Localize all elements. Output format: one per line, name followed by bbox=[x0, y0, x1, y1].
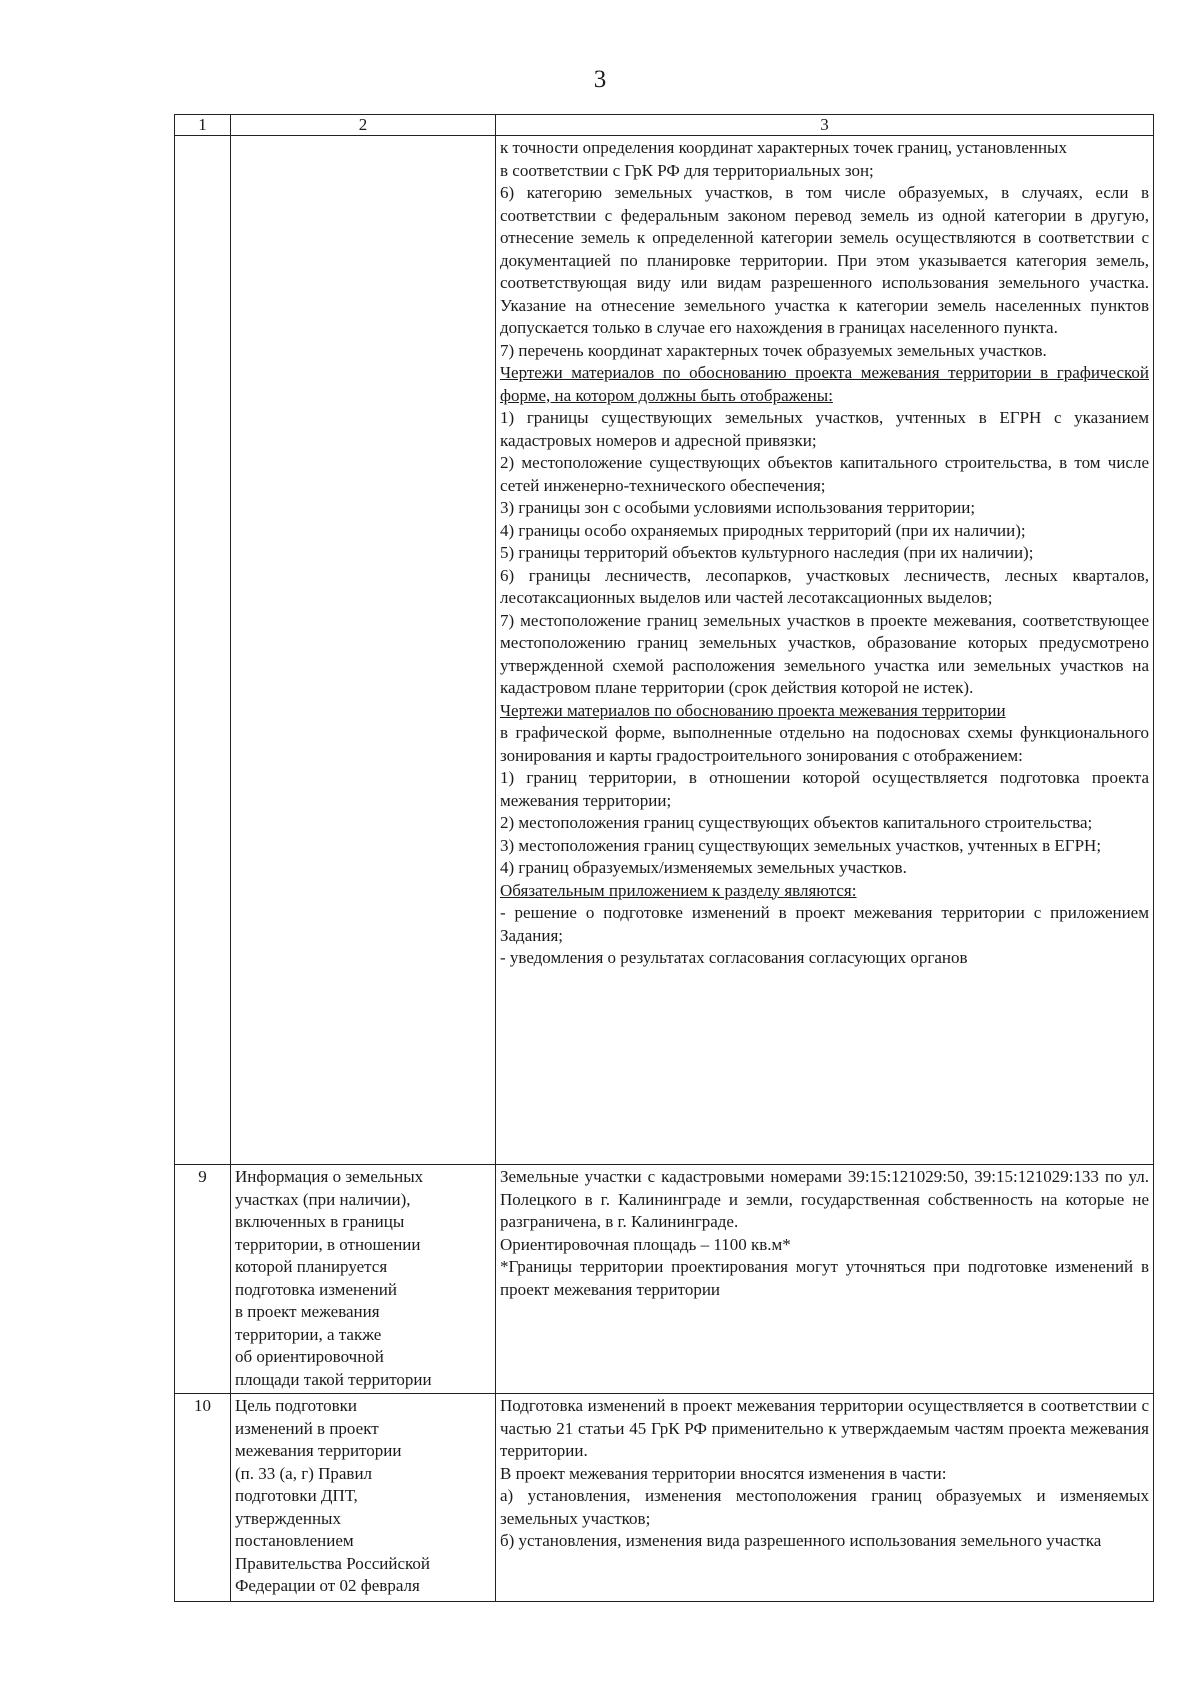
row-number-cell: 10 bbox=[175, 1394, 231, 1602]
text-line: в соответствии с ГрК РФ для территориальных зон; bbox=[500, 160, 874, 180]
text-line: участках (при наличии), bbox=[235, 1189, 411, 1209]
table-row-10 bbox=[175, 1394, 1154, 1602]
text-line: Чертежи материалов по обоснованию проекта межевания территории в графической форме, на котором должны быть отображены: bbox=[500, 363, 1149, 405]
text-line: - уведомления о результатах согласования согласующих органов bbox=[500, 948, 968, 967]
text-line: 2) местоположение существующих объектов капитального строительства, в том числе сетей инженерно-технического обеспечения; bbox=[500, 453, 1149, 495]
text-line: 1) границы существующих земельных участков, учтенных в ЕГРН с указанием кадастровых номеров и адресной привязки; bbox=[500, 408, 1149, 450]
text-line: межевания территории bbox=[235, 1441, 402, 1460]
text-line: к точности определения координат характерных точек границ, установленных bbox=[500, 138, 1067, 157]
row-number-cell: 9 bbox=[175, 1165, 231, 1394]
text-line: Земельные участки с кадастровыми номерами 39:15:121029:50, 39:15:121029:133 по ул. Полецкого в г. Калининграде и земли, государственная собственность на которые не разграничена, в г. Калининграде. bbox=[500, 1167, 1149, 1231]
row-content-cell bbox=[496, 1165, 1154, 1394]
column-header-1: 1 bbox=[175, 115, 231, 136]
text-line: - решение о подготовке изменений в проект межевания территории с приложением Задания; bbox=[500, 903, 1149, 945]
row-content-cell bbox=[496, 1394, 1154, 1602]
text-line: Чертежи материалов по обоснованию проекта межевания территории bbox=[500, 700, 1006, 720]
column-header-3: 3 bbox=[496, 115, 1154, 136]
text-line: (п. 33 (а, г) Правил bbox=[235, 1463, 373, 1483]
text-line: в проект межевания bbox=[235, 1302, 380, 1321]
page-number: 3 bbox=[593, 66, 607, 93]
text-line: 4) границы особо охраняемых природных территорий (при их наличии); bbox=[500, 520, 1026, 540]
text-line: 3) границы зон с особыми условиями использования территории; bbox=[500, 498, 976, 517]
text-line: Обязательным приложением к разделу являются: bbox=[500, 880, 857, 900]
text-line: В проект межевания территории вносятся изменения в части: bbox=[500, 1463, 947, 1483]
text-line: Правительства Российской bbox=[235, 1553, 431, 1573]
table-header-row bbox=[175, 115, 1154, 136]
text-line: 5) границы территорий объектов культурного наследия (при их наличии); bbox=[500, 543, 1034, 562]
text-line: 2) местоположения границ существующих объектов капитального строительства; bbox=[500, 813, 1093, 832]
text-line: площади такой территории bbox=[235, 1369, 432, 1389]
text-line: 4) границ образуемых/изменяемых земельных участков. bbox=[500, 858, 907, 877]
text-line: 3) местоположения границ существующих земельных участков, учтенных в ЕГРН; bbox=[500, 835, 1102, 855]
text-line: включенных в границы bbox=[235, 1212, 405, 1231]
row-description-cell bbox=[231, 1165, 496, 1394]
text-line: постановлением bbox=[235, 1531, 354, 1550]
text-line: в графической форме, выполненные отдельно на подосновах схемы функционального зонирования и карты градостроительного зонирования с отображением: bbox=[500, 723, 1149, 765]
requirements-table bbox=[174, 114, 1154, 1602]
row-content-cell bbox=[496, 136, 1154, 1165]
table-row-9 bbox=[175, 1165, 1154, 1394]
row-description-cell bbox=[231, 1394, 496, 1602]
column-header-2: 2 bbox=[231, 115, 496, 136]
text-line: 6) границы лесничеств, лесопарков, участковых лесничеств, лесных кварталов, лесотаксационных выделов или частей лесотаксационных выделов; bbox=[500, 565, 1149, 607]
text-line: 1) границ территории, в отношении которой осуществляется подготовка проекта межевания территории; bbox=[500, 768, 1149, 810]
text-line: 6) категорию земельных участков, в том числе образуемых, в случаях, если в соответствии с федеральным законом перевод земель из одной категории в другую, отнесение земель к определенной категории земель осуществляются в соответствии с документацией по планировке территории. При этом указывается категория земель, соответствующая виду или видам разрешенного использования земельного участка. Указание на отнесение земельного участка к категории земель населенных пунктов допускается только в случае его нахождения в границах населенного пункта. bbox=[500, 183, 1149, 337]
text-line: а) установления, изменения местоположения границ образуемых и изменяемых земельных участков; bbox=[500, 1486, 1149, 1528]
text-line: 7) перечень координат характерных точек образуемых земельных участков. bbox=[500, 340, 1047, 360]
text-line: подготовки ДПТ, bbox=[235, 1486, 358, 1505]
text-line: б) установления, изменения вида разрешенного использования земельного участка bbox=[500, 1531, 1102, 1550]
text-line: подготовка изменений bbox=[235, 1279, 397, 1299]
table-row-continuation bbox=[175, 136, 1154, 1165]
text-line: Информация о земельных bbox=[235, 1167, 424, 1186]
text-line: территории, а также bbox=[235, 1324, 382, 1344]
text-line: которой планируется bbox=[235, 1257, 388, 1276]
text-line: изменений в проект bbox=[235, 1418, 379, 1438]
text-line: Подготовка изменений в проект межевания территории осуществляется в соответствии с частью 21 статьи 45 ГрК РФ применительно к утверждаемым частям проекта межевания территории. bbox=[500, 1396, 1149, 1460]
row-number-cell bbox=[175, 136, 231, 1165]
text-line: Цель подготовки bbox=[235, 1396, 357, 1415]
text-line: *Границы территории проектирования могут уточняться при подготовке изменений в проект межевания территории bbox=[500, 1257, 1149, 1299]
text-line: Ориентировочная площадь – 1100 кв.м* bbox=[500, 1234, 791, 1254]
text-line: Федерации от 02 февраля bbox=[235, 1576, 420, 1595]
text-line: 7) местоположение границ земельных участков в проекте межевания, соответствующее местоположению границ земельных участков, образование которых предусмотрено утвержденной схемой расположения земельного участка или земельных участков на кадастровом плане территории (срок действия которой не истек). bbox=[500, 610, 1149, 697]
row-description-cell bbox=[231, 136, 496, 1165]
text-line: территории, в отношении bbox=[235, 1234, 421, 1254]
text-line: утвержденных bbox=[235, 1508, 341, 1528]
text-line: об ориентировочной bbox=[235, 1347, 384, 1366]
